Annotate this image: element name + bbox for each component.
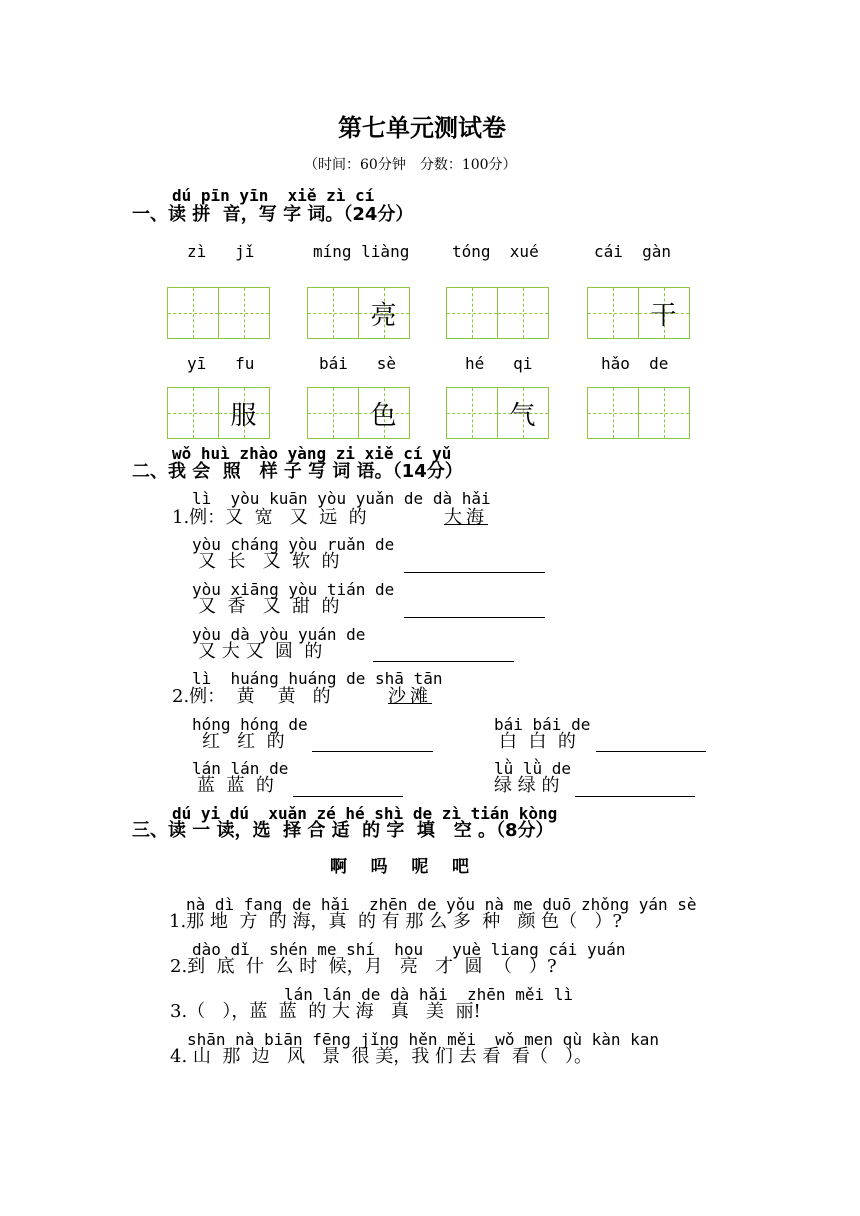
s3-q1-pinyin: nà dì fang de hǎi zhēn de yǒu nà me duō zhǒng yán sè [186, 895, 697, 914]
grid-cell[interactable] [218, 287, 270, 339]
section1-heading: 一、读 拼 音，写 字 词。（24分） [132, 204, 414, 225]
s2-line2-text: 又 香 又 甜 的 [198, 596, 340, 617]
s1-item-pinyin: tóng xué [452, 242, 539, 261]
s3-q4-text: 4. 山 那 边 风 景 很 美，我 们 去 看 看（ ）。 [170, 1046, 593, 1067]
s2-example1-answer: 大海 [444, 507, 488, 528]
section1-pinyin: dú pīn yīn xiě zì cí [172, 186, 375, 205]
word-choices: 啊 吗 呢 吧 [330, 857, 470, 877]
s3-q2-text: 2.到 底 什 么 时 候，月 亮 才 圆 （ ）? [170, 956, 557, 977]
grid-cell: 服 [218, 387, 270, 439]
s2-c-text: 蓝 蓝 的 [197, 775, 274, 796]
s3-q3-pinyin: lán lán de dà hǎi zhēn měi lì [284, 985, 573, 1004]
grid-cell[interactable] [587, 387, 639, 439]
s1-item-pinyin: hǎo de [601, 354, 669, 373]
s2-d-text: 绿 绿 的 [494, 775, 560, 796]
s2-line3-text: 又 大 又 圆 的 [198, 641, 323, 662]
answer-blank[interactable] [373, 661, 514, 662]
writing-grid[interactable] [446, 287, 547, 339]
section3-heading: 三、读 一 读，选 择 合 适 的 字 填 空 。（8分） [132, 820, 554, 841]
s2-b-text: 白 白 的 [499, 731, 576, 752]
page-title: 第七单元测试卷 [338, 114, 506, 142]
s1-item-pinyin: zì jǐ [187, 242, 255, 261]
s3-q2-pinyin: dào dǐ shén me shí hou yuè liang cái yuán [192, 940, 626, 959]
s3-q4-pinyin: shān nà biān fēng jǐng hěn měi wǒ men qù kàn kan [187, 1030, 660, 1049]
s2-example2-text: 2.例： 黄 黄 的 [172, 686, 331, 707]
grid-cell[interactable] [638, 387, 690, 439]
grid-cell[interactable] [587, 287, 639, 339]
grid-cell[interactable] [307, 287, 359, 339]
answer-blank[interactable] [293, 796, 403, 797]
s2-b-pinyin: bái bái de [494, 715, 591, 734]
section2-pinyin: wǒ huì zhào yàng zi xiě cí yǔ [172, 444, 452, 463]
s1-item-pinyin: bái sè [319, 354, 397, 373]
grid-cell[interactable] [167, 387, 219, 439]
grid-cell[interactable] [497, 287, 549, 339]
writing-grid[interactable] [587, 387, 688, 439]
s2-line3-pinyin: yòu dà yòu yuán de [192, 625, 366, 644]
s2-line2-pinyin: yòu xiāng yòu tián de [192, 580, 395, 599]
s2-a-pinyin: hóng hóng de [192, 715, 308, 734]
s1-item-pinyin: hé qi [465, 354, 533, 373]
grid-cell: 亮 [358, 287, 410, 339]
s2-d-pinyin: lǜ lǜ de [494, 759, 572, 778]
s1-item-pinyin: míng liàng [313, 242, 410, 261]
grid-cell: 色 [358, 387, 410, 439]
grid-cell: 干 [638, 287, 690, 339]
writing-grid[interactable] [307, 287, 408, 339]
s1-item-pinyin: cái gàn [594, 242, 672, 261]
section2-heading: 二、我 会 照 样 子 写 词 语。（14分） [132, 461, 463, 482]
writing-grid[interactable] [307, 387, 408, 439]
answer-blank[interactable] [404, 572, 545, 573]
section3-pinyin: dú yi dú xuǎn zé hé shì de zì tián kòng [172, 804, 558, 823]
answer-blank[interactable] [312, 751, 433, 752]
grid-cell[interactable] [446, 287, 498, 339]
s2-line1-pinyin: yòu cháng yòu ruǎn de [192, 535, 395, 554]
page-subtitle: （时间：60分钟 分数：100分） [304, 157, 517, 173]
s2-c-pinyin: lán lán de [192, 759, 289, 778]
grid-cell[interactable] [307, 387, 359, 439]
s2-line1-text: 又 长 又 软 的 [198, 551, 340, 572]
writing-grid[interactable] [167, 287, 268, 339]
s3-q3-text: 3.（ ），蓝 蓝 的 大 海 真 美 丽! [170, 1001, 481, 1022]
s2-example2-answer: 沙滩 [388, 686, 432, 707]
grid-cell: 气 [497, 387, 549, 439]
answer-blank[interactable] [575, 796, 695, 797]
answer-blank[interactable] [596, 751, 706, 752]
s1-item-pinyin: yī fu [187, 354, 255, 373]
grid-cell[interactable] [167, 287, 219, 339]
s2-example2-pinyin: lì huáng huáng de shā tān [192, 669, 443, 688]
writing-grid[interactable] [167, 387, 268, 439]
s2-example1-text: 1.例：又 宽 又 远 的 [172, 507, 367, 528]
grid-cell[interactable] [446, 387, 498, 439]
s3-q1-text: 1.那 地 方 的 海，真 的 有 那 么 多 种 颜 色（ ）? [169, 911, 622, 932]
s2-example1-pinyin: lì yòu kuān yòu yuǎn de dà hǎi [192, 489, 491, 508]
writing-grid[interactable] [587, 287, 688, 339]
writing-grid[interactable] [446, 387, 547, 439]
s2-a-text: 红 红 的 [202, 731, 285, 752]
answer-blank[interactable] [404, 617, 545, 618]
